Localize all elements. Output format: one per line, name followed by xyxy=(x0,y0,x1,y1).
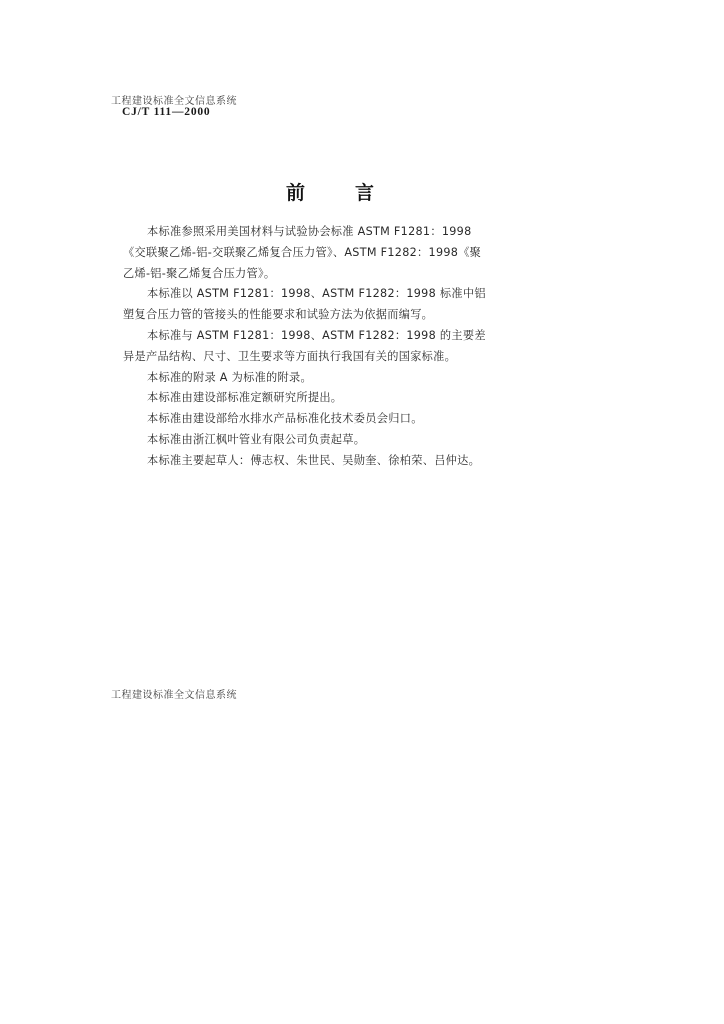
foreword-body xyxy=(123,222,491,472)
footer-watermark: 工程建设标准全文信息系统 xyxy=(111,690,237,701)
paragraph: 本标准的附录 A 为标准的附录。 xyxy=(147,370,313,384)
paragraph: 本标准参照采用美国材料与试验协会标准 ASTM F1281：1998《交联聚乙烯-铝-交联聚乙烯复合压力管》、ASTM F1282：1998《聚乙烯-铝-聚乙烯复合压力管》。 xyxy=(123,225,482,280)
header-watermark: 工程建设标准全文信息系统 xyxy=(111,96,237,107)
page-title: 前言 xyxy=(286,182,425,204)
paragraph: 本标准由建设部给水排水产品标准化技术委员会归口。 xyxy=(147,412,423,426)
standard-code: CJ/T 111—2000 xyxy=(122,106,211,118)
paragraph: 本标准由建设部标准定额研究所提出。 xyxy=(147,391,343,405)
paragraph: 本标准以 ASTM F1281：1998、ASTM F1282：1998 标准中铝塑复合压力管的管接头的性能要求和试验方法为依据而编写。 xyxy=(123,287,486,322)
paragraph: 本标准由浙江枫叶管业有限公司负责起草。 xyxy=(147,432,366,446)
paragraph: 本标准与 ASTM F1281：1998、ASTM F1282：1998 的主要差异是产品结构、尺寸、卫生要求等方面执行我国有关的国家标准。 xyxy=(123,328,486,363)
paragraph: 本标准主要起草人：傅志权、朱世民、吴勋奎、徐柏荣、吕仲达。 xyxy=(147,453,481,467)
